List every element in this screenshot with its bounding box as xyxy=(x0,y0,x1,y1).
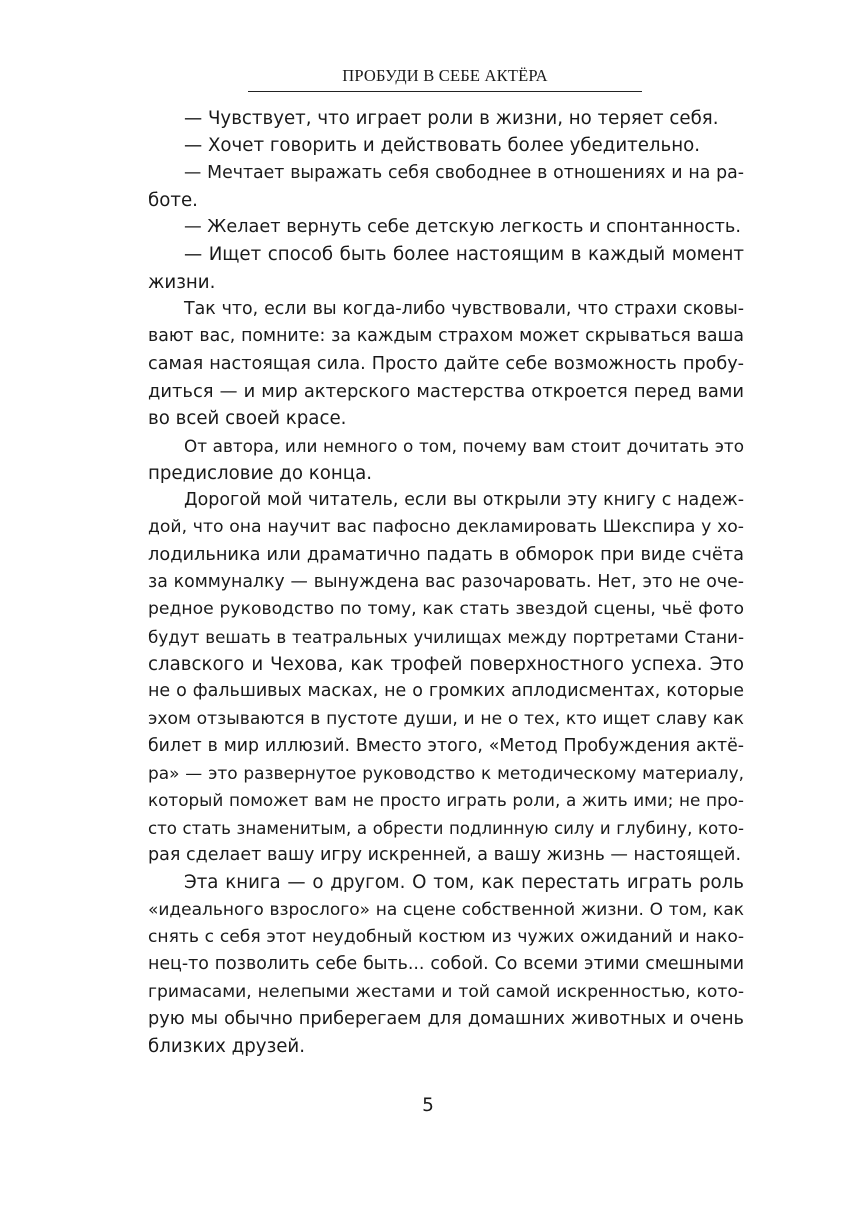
text-line: гримасами, нелепыми жестами и той самой искренностью, кото- xyxy=(148,981,744,1002)
text-line: боте. xyxy=(148,189,198,211)
text-line: эхом отзываются в пустоте души, и не о тех, кто ищет славу как xyxy=(148,708,744,729)
text-line: От автора, или немного о том, почему вам стоит дочитать это xyxy=(184,435,744,456)
text-line: дой, что она научит вас пафосно декламировать Шекспира у хо- xyxy=(148,517,744,538)
text-line: славского и Чехова, как трофей поверхностного успеха. Это xyxy=(148,653,744,675)
header-rule xyxy=(248,91,642,92)
text-line: Дорогой мой читатель, если вы открыли эту книгу с надеж- xyxy=(184,490,744,511)
text-line: редное руководство по тому, как стать звездой сцены, чьё фото xyxy=(148,599,744,620)
running-header: ПРОБУДИ В СЕБЕ АКТЁРА xyxy=(342,66,548,85)
text-line: рая сделает вашу игру искренней, а вашу жизнь — настоящей. xyxy=(148,845,742,866)
text-line: «идеального взрослого» на сцене собственной жизни. О том, как xyxy=(148,899,744,920)
text-line: нец-то позволить себе быть... собой. Со всеми этими смешными xyxy=(148,954,744,975)
text-line: билет в мир иллюзий. Вместо этого, «Метод Пробуждения актё- xyxy=(148,735,744,756)
text-line: самая настоящая сила. Просто дайте себе возможность пробу- xyxy=(148,353,744,374)
text-line: ра» — это развернутое руководство к методическому материалу, xyxy=(148,763,744,784)
text-line: рую мы обычно приберегаем для домашних животных и очень xyxy=(148,1008,744,1029)
text-line: диться — и мир актерского мастерства откроется перед вами xyxy=(148,380,744,402)
text-line: — Мечтает выражать себя свободнее в отношениях и на ра- xyxy=(184,162,744,183)
text-line: Эта книга — о другом. О том, как перестать играть роль xyxy=(184,872,744,894)
text-line: жизни. xyxy=(148,271,216,293)
text-line: предисловие до конца. xyxy=(148,462,373,484)
page-number: 5 xyxy=(422,1095,434,1116)
text-line: который поможет вам не просто играть роли, а жить ими; не про- xyxy=(148,790,744,811)
text-line: снять с себя этот неудобный костюм из чужих ожиданий и нако- xyxy=(148,926,744,947)
text-line: — Желает вернуть себе детскую легкость и спонтанность. xyxy=(184,217,741,238)
text-line: будут вешать в театральных училищах между портретами Стани- xyxy=(148,626,744,647)
body-text xyxy=(148,105,744,1060)
text-line: близких друзей. xyxy=(148,1036,306,1058)
text-line: — Чувствует, что играет роли в жизни, но теряет себя. xyxy=(184,108,719,129)
text-line: вают вас, помните: за каждым страхом может скрываться ваша xyxy=(148,326,744,347)
text-line: Так что, если вы когда-либо чувствовали, что страхи сковы- xyxy=(184,299,744,320)
text-line: не о фальшивых масках, не о громких аплодисментах, которые xyxy=(148,681,744,702)
text-line: лодильника или драматично падать в обморок при виде счёта xyxy=(148,544,744,565)
text-line: сто стать знаменитым, а обрести подлинную силу и глубину, кото- xyxy=(148,818,744,838)
text-line: — Хочет говорить и действовать более убедительно. xyxy=(184,135,701,157)
text-line: во всей своей красе. xyxy=(148,408,347,430)
text-line: — Ищет способ быть более настоящим в каждый момент xyxy=(184,244,744,266)
text-line: за коммуналку — вынуждена вас разочаровать. Нет, это не оче- xyxy=(148,572,744,593)
